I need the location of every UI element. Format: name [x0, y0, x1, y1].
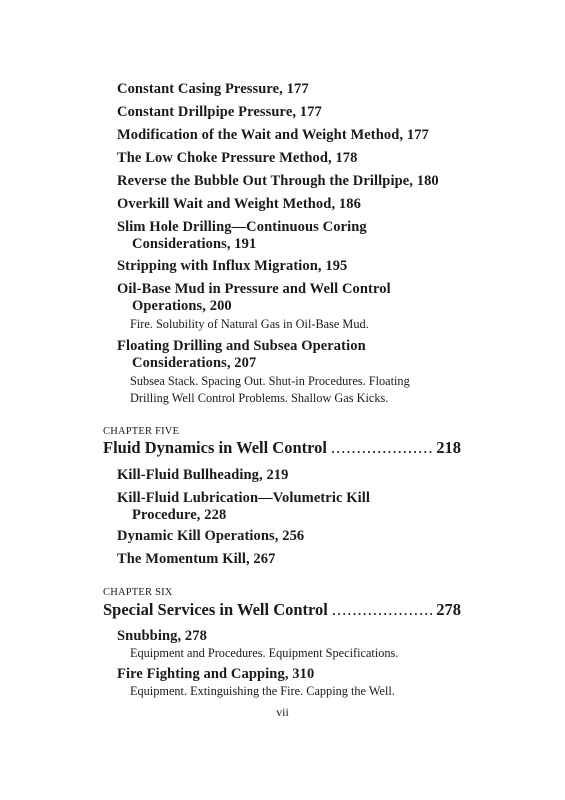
toc-entry: Overkill Wait and Weight Method, 186 — [117, 196, 361, 212]
toc-entry-line: Operations, 200 — [132, 298, 232, 314]
toc-entry-line: Procedure, 228 — [132, 507, 227, 523]
toc-entry — [117, 338, 366, 372]
toc-entry: Stripping with Influx Migration, 195 — [117, 258, 348, 274]
toc-entry-line: Floating Drilling and Subsea Operation — [117, 338, 366, 354]
toc-entry: Fire Fighting and Capping, 310 — [117, 666, 315, 682]
toc-entry: Constant Drillpipe Pressure, 177 — [117, 104, 322, 120]
toc-entry: Kill-Fluid Bullheading, 219 — [117, 467, 289, 483]
chapter-page-number: 218 — [436, 438, 461, 457]
toc-entry: Reverse the Bubble Out Through the Drillpipe, 180 — [117, 173, 439, 189]
chapter-label: CHAPTER FIVE — [103, 426, 180, 437]
toc-entry: The Momentum Kill, 267 — [117, 551, 276, 567]
chapter-label: CHAPTER SIX — [103, 587, 173, 598]
toc-entry: Constant Casing Pressure, 177 — [117, 81, 309, 97]
toc-entry-line: Considerations, 191 — [132, 236, 257, 252]
chapter-title — [103, 438, 461, 458]
toc-entry-line: Considerations, 207 — [132, 355, 257, 371]
toc-entry — [117, 281, 391, 315]
toc-entry-line: Slim Hole Drilling—Continuous Coring — [117, 219, 367, 235]
toc-entry: Dynamic Kill Operations, 256 — [117, 528, 305, 544]
toc-entry: Modification of the Wait and Weight Method, 177 — [117, 127, 429, 143]
leader-dots — [332, 600, 432, 620]
toc-entry-description: Equipment. Extinguishing the Fire. Capping the Well. — [130, 684, 395, 698]
toc-entry-description: Drilling Well Control Problems. Shallow Gas Kicks. — [130, 391, 389, 405]
toc-entry — [117, 219, 367, 253]
chapter-title-text: Special Services in Well Control — [103, 600, 328, 619]
chapter-title — [103, 600, 461, 620]
toc-entry — [117, 490, 370, 524]
chapter-page-number: 278 — [436, 600, 461, 619]
page-number: vii — [276, 705, 289, 719]
toc-entry-line: Kill-Fluid Lubrication—Volumetric Kill — [117, 490, 370, 506]
leader-dots — [331, 438, 432, 458]
toc-entry-line: Oil-Base Mud in Pressure and Well Control — [117, 281, 391, 297]
toc-entry-description: Subsea Stack. Spacing Out. Shut-in Procedures. Floating — [130, 374, 410, 388]
toc-entry: Snubbing, 278 — [117, 628, 207, 644]
toc-entry-description: Equipment and Procedures. Equipment Specifications. — [130, 646, 399, 660]
toc-entry: The Low Choke Pressure Method, 178 — [117, 150, 358, 166]
chapter-title-text: Fluid Dynamics in Well Control — [103, 438, 328, 457]
toc-entry-description: Fire. Solubility of Natural Gas in Oil-Base Mud. — [130, 317, 369, 331]
